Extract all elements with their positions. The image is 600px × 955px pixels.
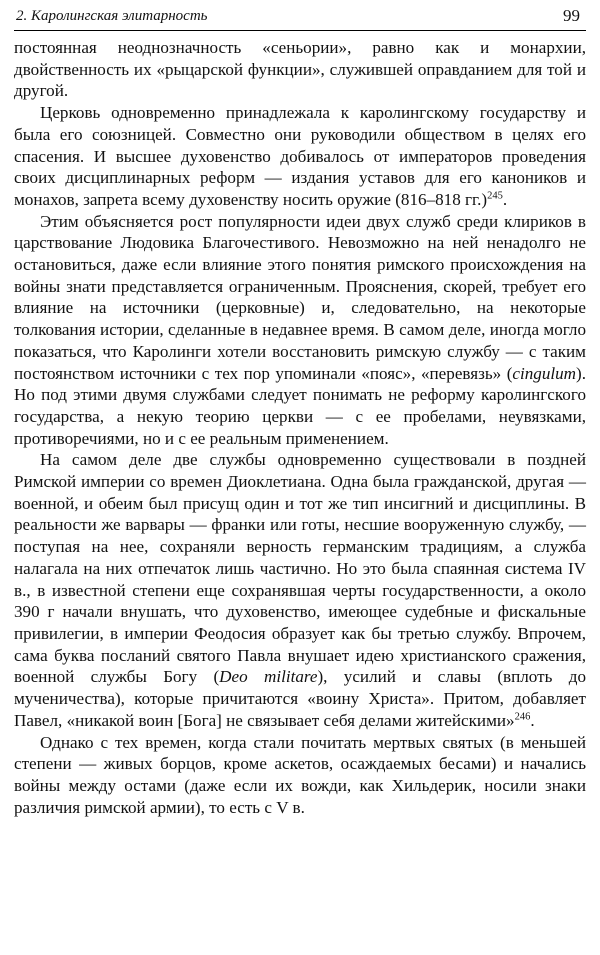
footnote-ref-246[interactable]: 246: [514, 711, 531, 723]
paragraph-4: [14, 449, 586, 731]
paragraph-1: [14, 37, 586, 102]
footnote-ref-245[interactable]: 245: [487, 190, 503, 202]
paragraph-text: Этим объясняется рост популярности идеи двух служб среди клириков в царствование Людовика Благочестивого. Невозможно на ней ненадолго не остановиться, даже если влияние этого понятия римского происхождения на войны знати представляется ограниченным. Прояснения, скорей, требует его влияние на источники (церковные) и, следовательно, на некоторые толкования истории, сделанные в недавнее время. В самом деле, иногда могло показаться, что Каролинги хотели восстановить римскую службу — с таким постоянством источники с тех пор упоминали «пояс», «перевязь» (: [14, 211, 586, 383]
latin-term: Deo militare: [219, 667, 318, 687]
paragraph-text: ), усилий и славы (вплоть до мученичества), которые причитаются «воину Христа». Притом, добавляет Павел, «никакой воин [Бога] не связывает себя делами житейскими»: [14, 667, 586, 730]
paragraph-text: Церковь одновременно принадлежала к каролингскому государству и была его союзницей. Совместно они руководили обществом в целях его спасения. И высшее духовенство добивалось от императоров проведения своих дисциплинарных реформ — издания уставов для его каноников и монахов, запрета всему духовенству носить оружие (816–818 гг.): [14, 103, 586, 209]
paragraph-text: ). Но под этими двумя службами следует понимать не реформу каролингского государства, а некую теорию церкви — с ее пробелами, неувязками, противоречиями, но и с ее реальным применением.: [14, 363, 586, 448]
paragraph-text: .: [530, 710, 535, 730]
paragraph-5: [14, 732, 586, 819]
paragraph-text: Однако с тех времен, когда стали почитать мертвых святых (в меньшей степени — живых борцов, кроме аскетов, осаждаемых бесами) и начались войны между остами (даже если их вожди, как Хильдерик, носили знаки различия римской армии), то есть с V в.: [14, 732, 586, 817]
paragraph-text: На самом деле две службы одновременно существовали в поздней Римской империи со времен Диоклетиана. Одна была гражданской, другая — военной, и обеим был присущ один и тот же тип инсигний и дисциплины. В реальности же варвары — франки или готы, несшие вооруженную службу, — поступая на нее, сохраняли верность германским традициям, а служба налагала на них отпечаток лишь частично. Но это была спаянная система IV в., в известной степени еще сохранявшая черты государственности, а около 390 г начали внушать, что духовенство, имеющее судебные и фискальные привилегии, в империи Феодосия образует как бы третью службу. Впрочем, сама буква посланий святого Павла внушает идею христианского сражения, военной службы Богу (: [14, 450, 586, 687]
body-text: [14, 37, 586, 818]
paragraph-2: Церковь одновременно принадлежала к каролингскому государству и была его союзницей. Совместно они руководили обществом в целях его спасения. И высшее духовенство добивалось от императоров проведения своих дисциплинарных реформ — издания уставов для его каноников и монахов, запрета всему духовенству носить оружие (816–818 гг.)$^{245}$.: [14, 103, 586, 209]
running-head: [14, 0, 586, 31]
latin-term: cingulum: [512, 363, 577, 383]
chapter-title: 2. Каролингская элитарность: [16, 8, 208, 24]
paragraph-text: постоянная неоднозначность «сеньории», равно как и монархии, двойственность их «рыцарской функции», служившей оправданием для той и другой.: [14, 38, 586, 101]
page-number: 99: [563, 6, 580, 25]
paragraph-3: [14, 211, 586, 450]
